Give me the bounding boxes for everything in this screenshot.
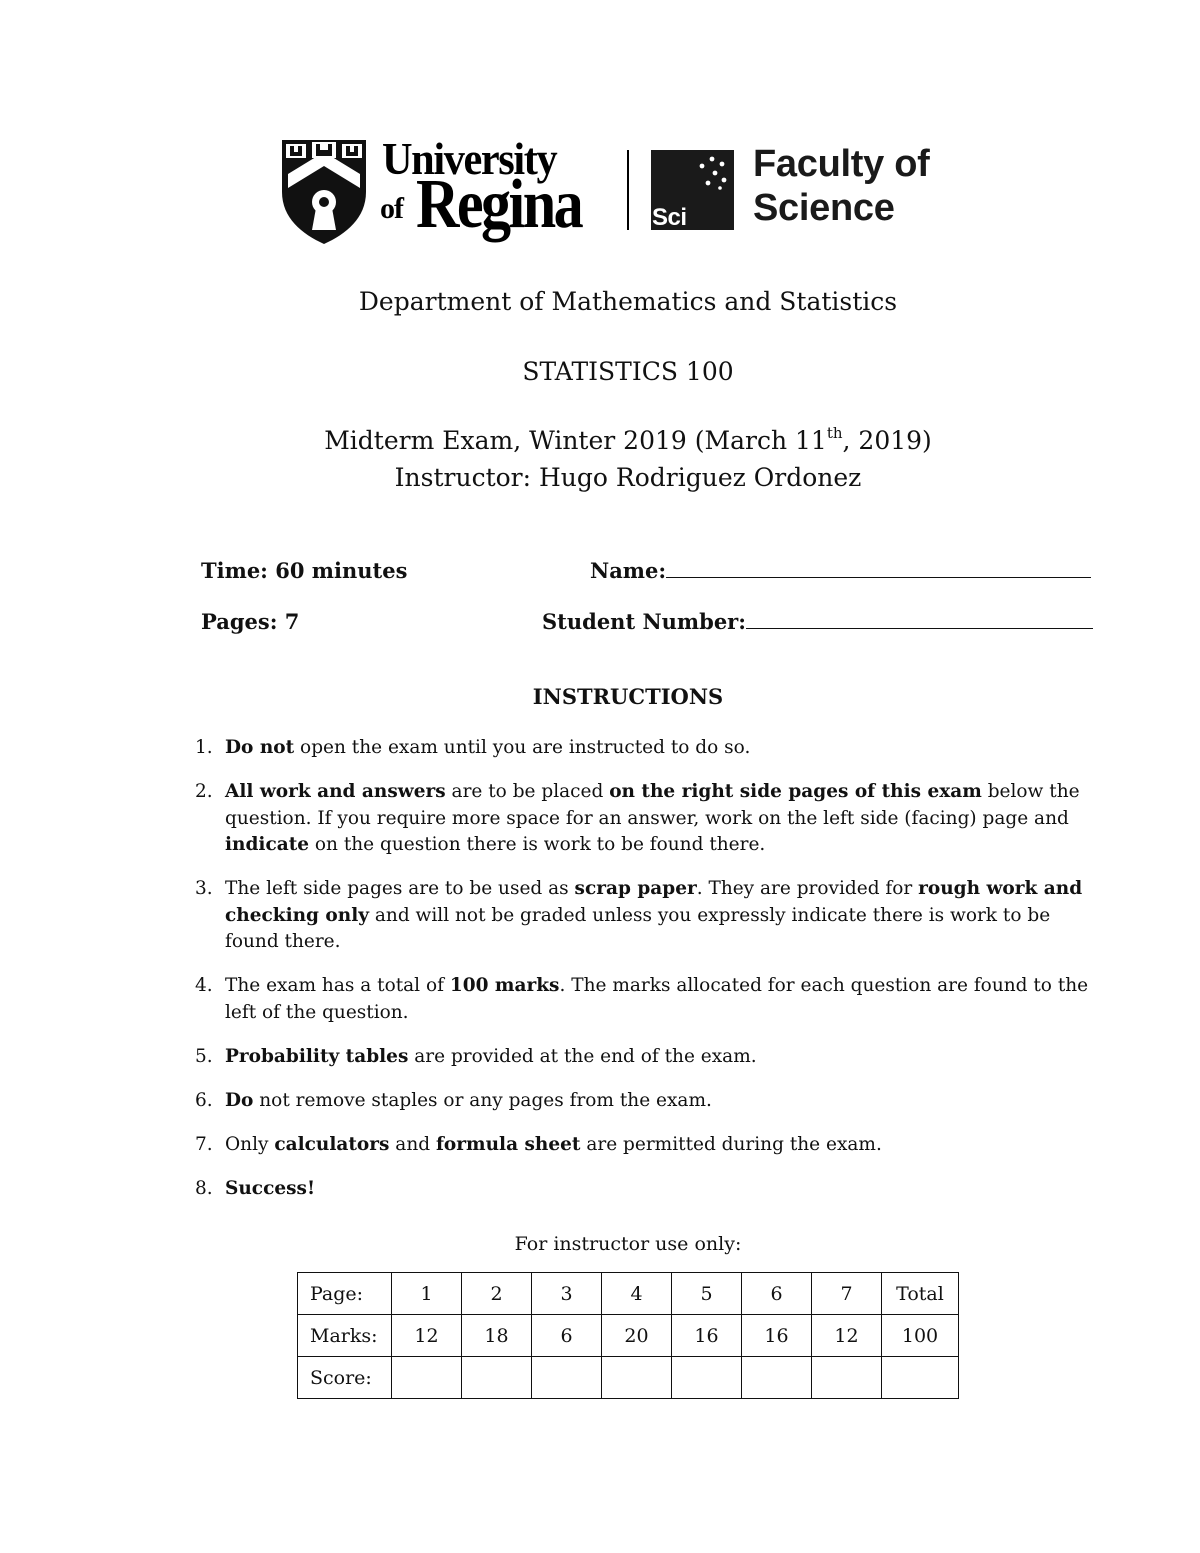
wordmark-university: University [382,133,557,184]
table-cell: 5 [672,1273,742,1315]
instruction-number: 7. [195,1133,213,1155]
instruction-number: 5. [195,1045,213,1067]
instruction-emphasis: Probability tables [225,1045,409,1067]
instruction-item [195,1176,1090,1203]
instruction-text: open the exam until you are instructed to do so. [294,737,751,758]
instruction-text: Only [225,1133,275,1155]
stars-icon [696,156,728,190]
table-cell: 7 [812,1273,882,1315]
instruction-emphasis: formula sheet [435,1133,581,1155]
faculty-line-2: Science [753,187,895,229]
table-cell: 6 [532,1315,602,1357]
instruction-emphasis: All work and answers [225,781,446,802]
instruction-text: not remove staples or any pages from the exam. [253,1089,712,1111]
instruction-emphasis: scrap paper [574,878,697,899]
table-cell: 4 [602,1273,672,1315]
instruction-text: and will not be graded unless you expressly indicate there is work to be found there. [225,904,1051,952]
instruction-emphasis: on the right side pages of this exam [609,781,982,802]
instruction-number: 1. [195,737,213,758]
pages-info: Pages: 7 [201,609,300,634]
instruction-number: 2. [195,781,213,802]
instruction-text: below the question. If you require more space for an answer, work on the left side (facing) page and [225,781,1080,829]
instruction-emphasis: calculators [274,1133,390,1155]
instruction-item [195,1044,1090,1071]
exam-title-prefix: Midterm Exam, Winter 2019 (March 11 [324,426,827,455]
score-cell[interactable] [672,1357,742,1399]
instruction-item [195,1132,1090,1159]
instruction-emphasis: rough work and checking only [225,878,1083,926]
table-cell: 16 [742,1315,812,1357]
instruction-emphasis: Do [225,1089,254,1111]
exam-title [0,426,1200,455]
table-cell: 16 [672,1315,742,1357]
score-cell[interactable] [462,1357,532,1399]
table-cell: 12 [812,1315,882,1357]
table-cell: 18 [462,1315,532,1357]
wordmark-of: of [380,192,403,225]
instruction-emphasis: Do not [225,737,295,758]
table-cell: 6 [742,1273,812,1315]
table-cell: 1 [392,1273,462,1315]
department-title: Department of Mathematics and Statistics [358,287,898,316]
name-blank[interactable] [666,559,1091,578]
instructor-line: Instructor: Hugo Rodriguez Ordonez [394,463,862,492]
marks-row [298,1315,959,1357]
exam-title-superscript: th [826,424,843,442]
instruction-text: are provided at the end of the exam. [408,1045,757,1067]
instruction-item [195,1088,1090,1115]
name-label: Name: [590,558,667,583]
instruction-text: are permitted during the exam. [580,1133,882,1155]
instruction-text: . They are provided for [696,878,919,899]
instruction-number: 4. [195,975,213,996]
name-field[interactable] [590,558,1091,583]
score-cell[interactable] [392,1357,462,1399]
row-label: Score: [298,1357,392,1399]
science-badge-label: Sci [652,204,687,231]
logo-divider [627,150,629,230]
faculty-line-1: Faculty of [753,143,930,185]
course-title: STATISTICS 100 [522,357,734,386]
score-cell[interactable] [882,1357,959,1399]
student-number-label: Student Number: [542,609,747,634]
table-cell: 100 [882,1315,959,1357]
wordmark-regina: Regina [416,166,582,243]
instruction-text: on the question there is work to be found there. [309,834,766,855]
student-number-blank[interactable] [746,610,1093,629]
row-label: Marks: [298,1315,392,1357]
page-row [298,1273,959,1315]
instructions-list [195,735,1090,1220]
student-number-field[interactable] [542,609,1093,634]
university-faculty-logo [280,133,960,248]
instruction-number: 8. [195,1177,213,1199]
score-cell[interactable] [532,1357,602,1399]
table-cell: Total [882,1273,959,1315]
science-badge [651,150,734,230]
instruction-emphasis: Success! [225,1177,316,1199]
table-cell: 12 [392,1315,462,1357]
score-cell[interactable] [742,1357,812,1399]
score-cell[interactable] [602,1357,672,1399]
instruction-emphasis: indicate [225,834,310,855]
instructions-heading: INSTRUCTIONS [532,684,724,709]
exam-title-suffix: , 2019) [842,426,932,455]
instruction-number: 3. [195,878,213,899]
table-cell: 20 [602,1315,672,1357]
instruction-text: are to be placed [445,781,610,802]
instruction-item [195,973,1090,1026]
instruction-text: and [389,1133,436,1155]
score-table [297,1272,959,1399]
instruction-item [195,735,1090,762]
instruction-item [195,876,1090,956]
instruction-text: The left side pages are to be used as [225,878,575,899]
faculty-name [753,142,929,230]
instruction-number: 6. [195,1089,213,1111]
instruction-text: The exam has a total of [225,975,450,996]
instruction-item [195,779,1090,859]
university-crest-icon [280,138,368,246]
row-label: Page: [298,1273,392,1315]
instruction-text: . The marks allocated for each question are found to the left of the question. [225,975,1089,1023]
instruction-emphasis: 100 marks [449,975,560,996]
score-row [298,1357,959,1399]
time-info: Time: 60 minutes [201,558,408,583]
table-cell: 2 [462,1273,532,1315]
score-cell[interactable] [812,1357,882,1399]
instructor-use-caption: For instructor use only: [514,1233,742,1255]
table-cell: 3 [532,1273,602,1315]
